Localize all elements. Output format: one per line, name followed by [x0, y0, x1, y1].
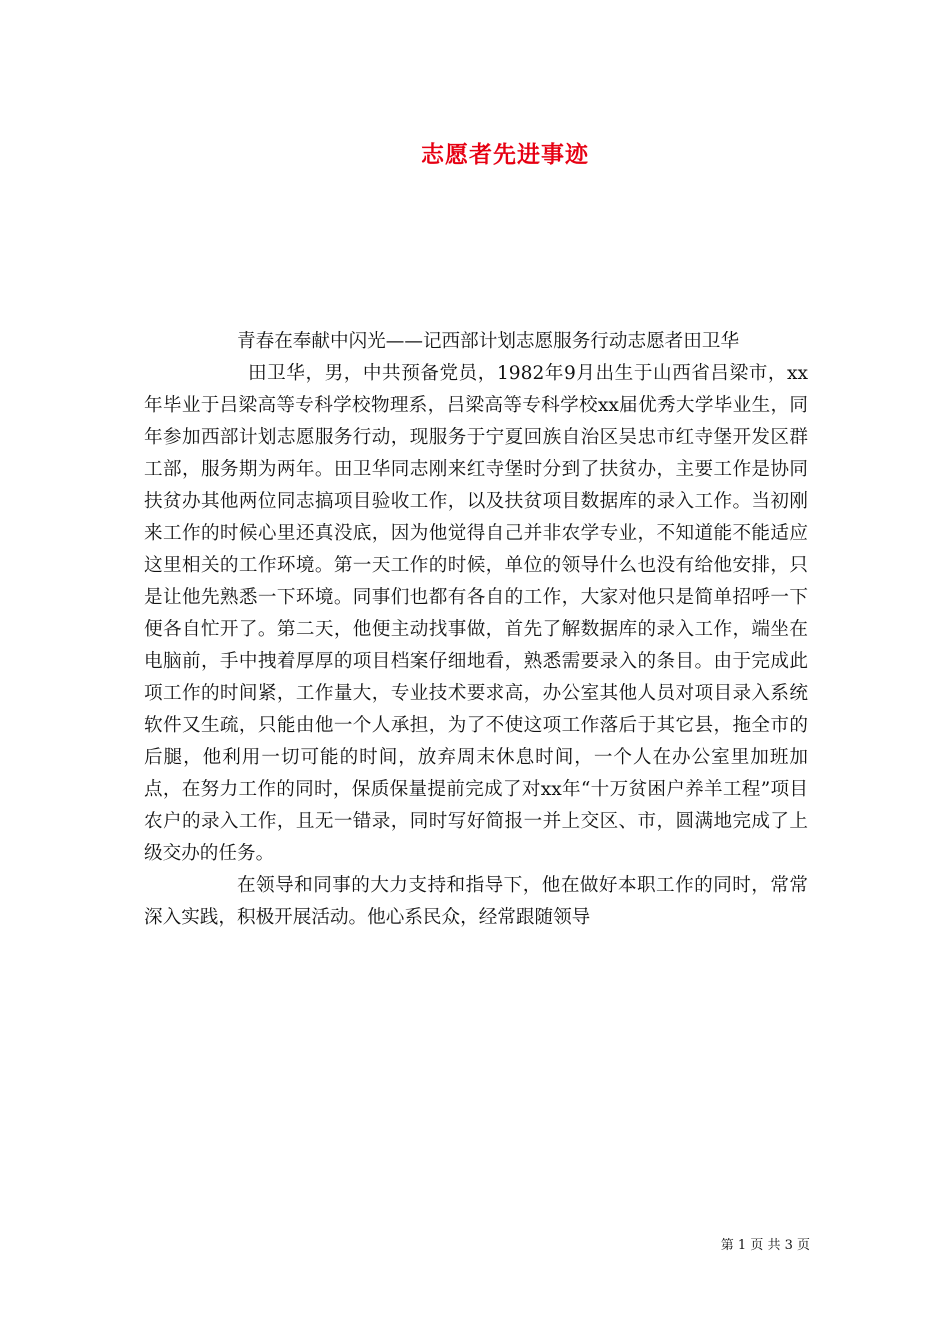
document-body — [144, 326, 808, 934]
page-number: 第 1 页 共 3 页 — [720, 1238, 810, 1253]
paragraph-2: 在领导和同事的大力支持和指导下，他在做好本职工作的同时，常常深入实践，积极开展活动。他心系民众，经常跟随领导 — [144, 875, 808, 928]
document-subtitle: 青春在奉献中闪光——记西部计划志愿服务行动志愿者田卫华 — [237, 331, 740, 352]
paragraph-1: 田卫华，男，中共预备党员，1982年9月出生于山西省吕梁市，xx年毕业于吕梁高等专科学校物理系，吕梁高等专科学校xx届优秀大学毕业生，同年参加西部计划志愿服务行动，现服务于宁夏回族自治区吴忠市红寺堡开发区群工部，服务期为两年。田卫华同志刚来红寺堡时分到了扶贫办，主要工作是协同扶贫办其他两位同志搞项目验收工作，以及扶贫项目数据库的录入工作。当初刚来工作的时候心里还真没底，因为他觉得自己并非农学专业，不知道能不能适应这里相关的工作环境。第一天工作的时候，单位的领导什么也没有给他安排，只是让他先熟悉一下环境。同事们也都有各自的工作，大家对他只是简单招呼一下便各自忙开了。第二天，他便主动找事做，首先了解数据库的录入工作，端坐在电脑前，手中拽着厚厚的项目档案仔细地看，熟悉需要录入的条目。由于完成此项工作的时间紧，工作量大，专业技术要求高，办公室其他人员对项目录入系统软件又生疏，只能由他一个人承担，为了不使这项工作落后于其它县，拖全市的后腿，他利用一切可能的时间，放弃周末休息时间，一个人在办公室里加班加点，在努力工作的同时，保质保量提前完成了对xx年“十万贫困户养羊工程”项目农户的录入工作，且无一错录，同时写好简报一并上交区、市，圆满地完成了上级交办的任务。 — [144, 363, 808, 864]
document-title: 志愿者先进事迹 — [421, 141, 589, 168]
